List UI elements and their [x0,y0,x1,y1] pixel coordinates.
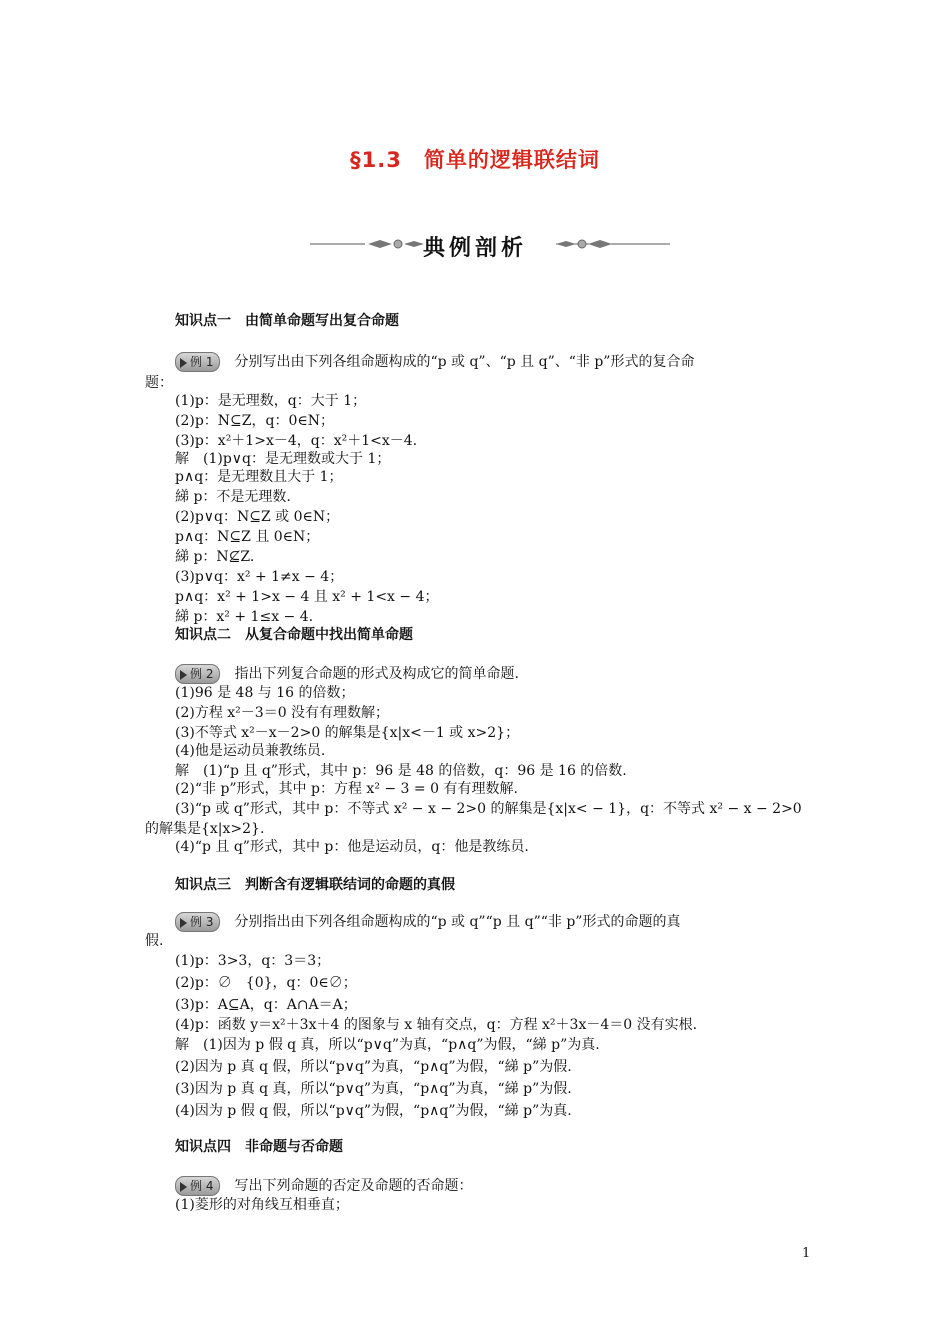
text-line: p∧q：是无理数且大于 1； [175,469,343,485]
text-line: (3)p：A⊆A，q：A∩A＝A； [175,997,357,1013]
text-line: (4)他是运动员兼教练员. [175,743,326,759]
example-badge: 例 3 [175,912,220,932]
text-line: 解 (1)“p 且 q”形式，其中 p：96 是 48 的倍数，q：96 是 16 的倍数. [175,763,627,779]
text-line: 例 1 分别写出由下列各组命题构成的“p 或 q”、“p 且 q”、“非 p”形式的复合命 [175,352,694,372]
text-line: (1)p：3>3，q：3＝3； [175,953,331,969]
example-badge: 例 4 [175,1176,220,1196]
text-line: 假. [145,933,164,949]
text-line: (2)方程 x²－3＝0 没有有理数解； [175,705,390,721]
knowledge-point-heading: 知识点四 非命题与否命题 [175,1139,343,1155]
play-icon [180,670,187,680]
text-line: (3)不等式 x²－x－2>0 的解集是{x|x<－1 或 x>2}； [175,725,520,741]
text-line: (4)因为 p 假 q 假，所以“p∨q”为假，“p∧q”为假，“綈 p”为真. [175,1103,572,1119]
text-line: 例 2 指出下列复合命题的形式及构成它的简单命题. [175,664,519,684]
example-badge: 例 2 [175,664,220,684]
knowledge-point-heading: 知识点一 由简单命题写出复合命题 [175,313,399,329]
text-line: 綈 p：N⊈Z. [175,549,255,565]
text-line: (1)菱形的对角线互相垂直； [175,1197,349,1213]
text-line: 例 4 写出下列命题的否定及命题的否命题： [175,1176,472,1196]
text-line: (1)p：是无理数，q：大于 1； [175,393,367,409]
text-line: (4)“p 且 q”形式，其中 p：他是运动员，q：他是教练员. [175,839,529,855]
text-line: 例 3 分别指出由下列各组命题构成的“p 或 q”“p 且 q”“非 p”形式的命题的真 [175,912,680,932]
text-line: 綈 p：不是无理数. [175,489,291,505]
text-line: p∧q：x² + 1>x − 4 且 x² + 1<x − 4； [175,589,439,605]
text-line: (4)p：函数 y＝x²＋3x＋4 的图象与 x 轴有交点，q：方程 x²＋3x－4＝0 没有实根. [175,1017,698,1033]
text-line: (1)96 是 48 与 16 的倍数； [175,685,355,701]
page-number: 1 [802,1246,811,1261]
text-line: (3)“p 或 q”形式，其中 p：不等式 x² − x − 2>0 的解集是{x|x< − 1}，q：不等式 x² − x − 2>0 [175,801,802,817]
knowledge-point-heading: 知识点二 从复合命题中找出简单命题 [175,627,413,643]
text-line: (2)p：∅ {0}，q：0∈∅； [175,975,357,991]
text-line: (2)p：N⊆Z，q：0∈N； [175,413,334,429]
play-icon [180,1182,187,1192]
text-line: 綈 p：x² + 1≤x − 4. [175,609,314,625]
banner-title: 典例剖析 [422,236,527,261]
text-line: 的解集是{x|x>2}. [145,821,265,837]
text-line: (2)p∨q：N⊆Z 或 0∈N； [175,509,340,525]
text-line: (3)因为 p 真 q 真，所以“p∨q”为真，“p∧q”为真，“綈 p”为假. [175,1081,572,1097]
text-line: 解 (1)p∨q：是无理数或大于 1； [175,451,391,467]
text-line: 题： [145,375,173,391]
text-line: (3)p∨q：x² + 1≠x − 4； [175,569,344,585]
text-line: (2)“非 p”形式，其中 p：方程 x² − 3 = 0 有有理数解. [175,781,518,797]
example-badge: 例 1 [175,352,220,372]
text-line: (3)p：x²＋1>x－4，q：x²＋1<x－4. [175,433,418,449]
text-line: 解 (1)因为 p 假 q 真，所以“p∨q”为真，“p∧q”为假，“綈 p”为真. [175,1037,600,1053]
section-title: §1.3 简单的逻辑联结词 [350,148,600,172]
knowledge-point-heading: 知识点三 判断含有逻辑联结词的命题的真假 [175,877,455,893]
play-icon [180,358,187,368]
text-line: (2)因为 p 真 q 假，所以“p∨q”为真，“p∧q”为假，“綈 p”为假. [175,1059,572,1075]
text-line: p∧q：N⊆Z 且 0∈N； [175,529,320,545]
play-icon [180,918,187,928]
